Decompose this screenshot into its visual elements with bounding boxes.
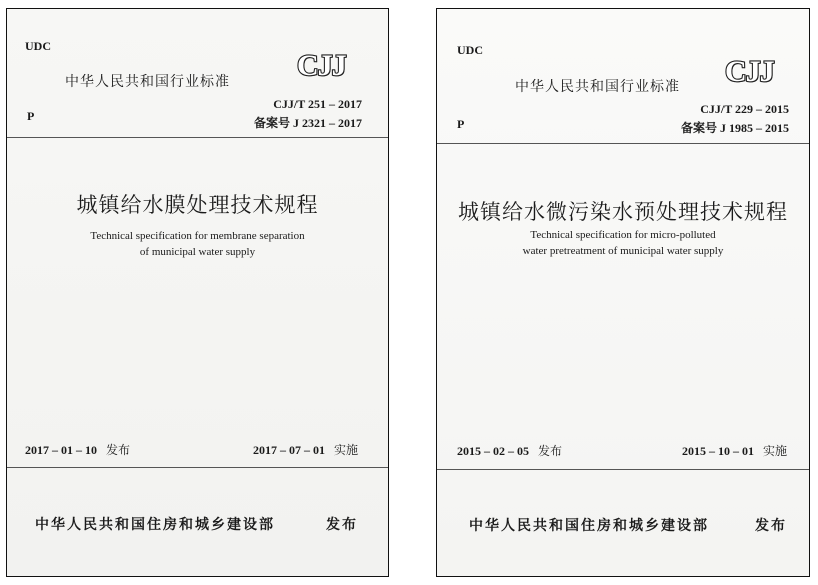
publisher-name: 中华人民共和国住房和城乡建设部: [469, 518, 709, 534]
effective-date: 2015 – 10 – 01: [681, 444, 754, 458]
header-divider: [437, 143, 809, 144]
effective-date-row: [682, 442, 787, 459]
effective-date: 2017 – 07 – 01: [252, 443, 325, 457]
issue-date-row: [457, 442, 562, 459]
issue-date: 2017 – 01 – 10: [25, 443, 97, 457]
footer-divider: [7, 467, 388, 468]
standard-cover-left: [6, 8, 389, 577]
issue-label: 发布: [106, 443, 131, 457]
title-english-line2: water pretreatment of municipal water supply: [522, 245, 724, 257]
effective-date-row: [253, 441, 358, 458]
publisher-action: 发布: [326, 517, 358, 533]
record-number: 备案号 J 2321 – 2017: [253, 116, 362, 130]
standard-number: CJJ/T 251 – 2017: [273, 97, 362, 111]
issue-label: 发布: [538, 444, 563, 458]
standard-number: CJJ/T 229 – 2015: [700, 102, 789, 116]
header-divider: [7, 137, 388, 138]
cjj-logo: CJJ: [725, 55, 774, 88]
effective-label: 实施: [762, 444, 787, 458]
title-english-line1: Technical specification for membrane separation: [90, 230, 305, 242]
title-english-line2: of municipal water supply: [139, 246, 256, 258]
cjj-logo: CJJ: [297, 49, 346, 82]
title-english-line1: Technical specification for micro-polluted: [530, 229, 716, 241]
title-chinese: 城镇给水微污染水预处理技术规程: [458, 200, 788, 224]
issue-date: 2015 – 02 – 05: [457, 444, 529, 458]
udc-label: UDC: [457, 43, 483, 57]
standard-cover-right: [436, 8, 810, 577]
effective-label: 实施: [333, 443, 358, 457]
industry-standard-label: 中华人民共和国行业标准: [65, 74, 230, 90]
title-chinese: 城镇给水膜处理技术规程: [76, 193, 319, 217]
udc-label: UDC: [25, 39, 51, 53]
footer-divider: [437, 469, 809, 470]
classification-code: P: [457, 117, 465, 131]
publisher-name: 中华人民共和国住房和城乡建设部: [35, 517, 275, 533]
classification-code: P: [27, 109, 35, 123]
industry-standard-label: 中华人民共和国行业标准: [515, 79, 680, 95]
record-number: 备案号 J 1985 – 2015: [680, 121, 789, 135]
issue-date-row: [25, 441, 130, 458]
publisher-action: 发布: [755, 518, 787, 534]
